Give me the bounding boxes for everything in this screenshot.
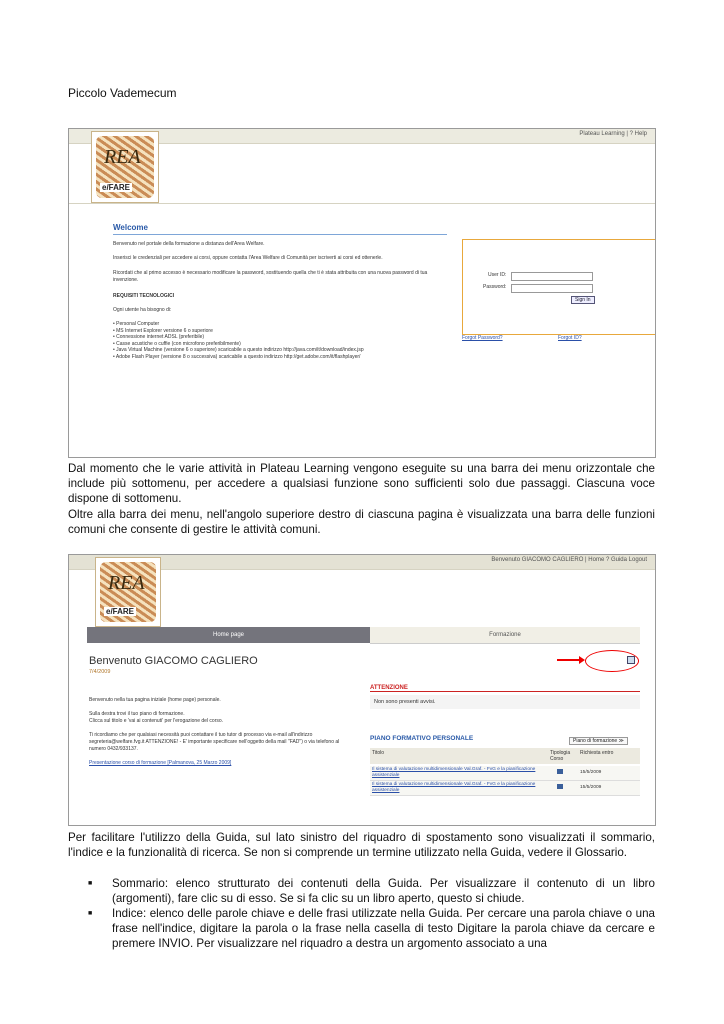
notices-box: Non sono presenti avvisi.: [370, 695, 640, 709]
requirements-title: REQUISITI TECNOLOGICI: [113, 293, 175, 299]
annotation-arrow: [557, 659, 581, 661]
welcome-line: Ricordati che al primo accesso è necessario modificare la password, sostituendo quella che ti è stata attribuita con una nuova password di tua invenzione.: [113, 270, 428, 283]
table-row[interactable]: Il sistema di valutazione multidimensionale Val.Graf. - FvG e la pianificazione assistenziale 15/5/2009: [370, 766, 640, 781]
top-bar-links[interactable]: Plateau Learning | ? Help: [579, 131, 647, 137]
requirements-list: [113, 321, 447, 361]
paragraph: Dal momento che le varie attività in Plateau Learning vengono eseguite su una barra dei menu orizzontale che include più sottomenu, per accedere a qualsiasi funzione sono sufficienti solo due passaggi. Ciascuna voce dispone di sottomenu.: [68, 462, 655, 505]
document-title: Piccolo Vademecum: [68, 86, 177, 100]
login-box: [462, 239, 656, 335]
homepage-screenshot: [68, 554, 656, 826]
column-type: Tipologia Corso: [550, 750, 571, 762]
bullet-list: [88, 876, 655, 951]
course-type-icon: [557, 769, 563, 774]
attention-heading: ATTENZIONE: [370, 685, 640, 692]
requirements-intro: Ogni utente ha bisogno di:: [113, 307, 172, 313]
intro-line: Ti ricordiamo che per qualsiasi necessità puoi contattare il tuo tutor di processo via e-mail all'indirizzo segreteria@welfare.fvg.it ATTENZIONE! - E' importante specificare nell'oggetto della mail "FAD") o via telefono al numero 0432/933137.: [89, 732, 340, 752]
glossario-term: Glossario: [574, 846, 624, 859]
intro-line: Clicca sul titolo e 'vai ai contenuti' per l'erogazione del corso.: [89, 718, 224, 724]
password-label: Password:: [483, 284, 507, 290]
table-row[interactable]: Il sistema di valutazione multidimensionale Val.Graf. - FvG e la pianificazione assistenziale 15/5/2009: [370, 781, 640, 796]
table-header: [370, 748, 640, 764]
paragraph: Per facilitare l'utilizzo della Guida, sul lato sinistro del riquadro di spostamento sono visualizzati il sommario, l'indice e la funzionalità di ricerca. Se non si comprende un termine utilizzato nella Guida, vedere il Glossario.: [68, 831, 655, 859]
tab-home-page[interactable]: Home page: [87, 627, 370, 643]
rea-logo: REA e/FARE: [95, 557, 161, 627]
welcome-heading: Welcome: [113, 223, 148, 232]
customize-icon[interactable]: [627, 656, 635, 664]
list-item: • Java Virtual Machine (versione 6 o superiore) scaricabile a questo indirizzo http://java.com/it/download/index.jsp: [113, 347, 364, 354]
intro-line: Benvenuto nella tua pagina iniziale (home page) personale.: [89, 697, 221, 703]
list-item: • MS Internet Explorer versione 6 o superiore: [113, 327, 213, 334]
guida-term: Guida: [216, 831, 247, 844]
userid-input[interactable]: [511, 272, 593, 281]
date: 7/4/2009: [89, 669, 111, 675]
intro-line: Sulla destra trovi il tuo piano di formazione.: [89, 711, 185, 717]
course-type-icon: [557, 784, 563, 789]
list-item: • Connessione internet ADSL (preferibile): [113, 334, 205, 341]
forgot-id-link[interactable]: Forgot ID?: [558, 335, 582, 341]
list-item: • Casse acustiche o cuffie (con microfono preferibilmente): [113, 340, 241, 347]
tab-formazione[interactable]: Formazione: [370, 627, 640, 644]
welcome-heading: Benvenuto GIACOMO CAGLIERO: [89, 655, 258, 667]
rea-logo: REA e/FARE: [91, 131, 159, 203]
list-item: ■ Sommario: elenco strutturato dei contenuti della Guida. Per visualizzare il contenuto di un libro (argomenti), fare clic su di esso. Se si fa clic su un libro aperto, questo si chiude.: [88, 876, 655, 906]
password-input[interactable]: [511, 284, 593, 293]
top-bar-links[interactable]: Benvenuto GIACOMO CAGLIERO | Home ? Guida Logout: [491, 557, 647, 563]
sign-in-button[interactable]: Sign In: [571, 296, 595, 304]
training-plan-heading: PIANO FORMATIVO PERSONALE: [370, 735, 474, 742]
column-deadline: Richiesta entro: [580, 750, 614, 756]
column-title: Titolo: [372, 750, 385, 756]
training-plan-button[interactable]: Piano di formazione ≫: [569, 737, 628, 745]
forgot-password-link[interactable]: Forgot Password?: [462, 335, 503, 341]
userid-label: User ID:: [488, 272, 507, 278]
presentation-link[interactable]: Presentazione corso di formazione [Palmanova, 25 Marzo 2009]: [89, 760, 232, 766]
login-screenshot: [68, 128, 656, 458]
paragraph: Oltre alla barra dei menu, nell'angolo superiore destro di ciascuna pagina è visualizzata una barra delle funzioni comuni che consente di gestire le attività comuni.: [68, 508, 655, 536]
list-item: • Adobe Flash Player (versione 8 o successiva) scaricabile a questo indirizzo http://get.adobe.com/it/flashplayer/: [113, 353, 361, 360]
list-item: ■ Indice: elenco delle parole chiave e delle frasi utilizzate nella Guida. Per cercare una parola chiave o una frase nell'indice, digitare la parola o la frase nella casella di testo Digitare la parola chiave da cercare e premere INVIO. Per visualizzare nel riquadro a destra un argomento associato a una: [88, 906, 655, 951]
list-item: • Personal Computer: [113, 321, 160, 327]
welcome-line: Benvenuto nel portale della formazione a distanza dell'Area Welfare.: [113, 241, 265, 247]
welcome-line: Inserisci le credenziali per accedere ai corsi, oppure contatta l'Area Welfare di Comunità per iscriverti ai corsi ed ottenerle.: [113, 255, 383, 261]
